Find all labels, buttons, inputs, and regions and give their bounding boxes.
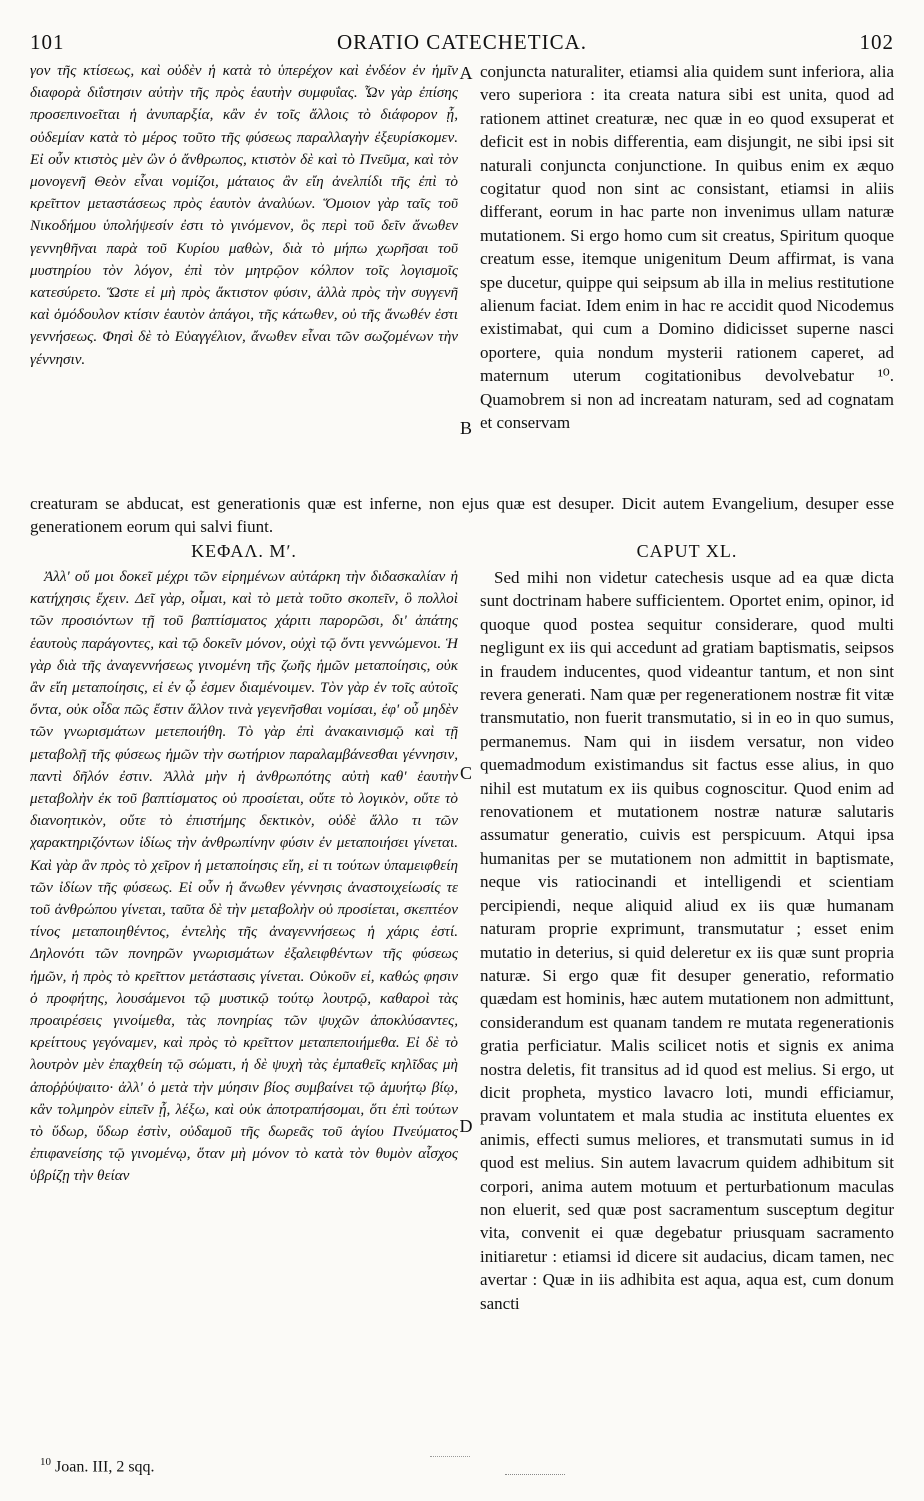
latin-paragraph-top: conjuncta naturaliter, etiamsi alia quidem sunt inferiora, alia vero superiora : ita creata natura sibi est unita, quod ad rationem attinet creaturæ, nec quæ in eo quod exsuperat et deficit est in nobis differentia, eam disjungit, ne sibi ipsi sit naturali conjuncta conjunctione. In quibus enim ex æquo cogitatur quod non sint ac consistant, etiamsi in aliis differant, eorum in hac parte non invenimus ullam naturæ mutationem. Si ergo homo cum sit creatus, Spiritum quoque creatum esse, itemque unigenitum Deum affirmat, is vana spe ducetur, quippe qui seipsum ab illa in melius restitutione alienum faciat. Idem enim in hac re accidit quod Nicodemus existimabat, qui cum a Domino didicisset superne nasci oportere, quia nondum mysterii rationem caperet, ad maternum uterum cogitationibus devolvebatur ¹⁰. Quamobrem si non ad increatam naturam, sed ad cognatam et conservam bbox=[480, 62, 894, 433]
running-title: ORATIO CATECHETICA. bbox=[337, 30, 587, 54]
latin-full-width-line: creaturam se abducat, est generationis quæ est inferne, non ejus quæ est desuper. Dicit autem Evangelium, desuper esse generationem eorum qui salvi fiunt. bbox=[30, 494, 894, 537]
greek-column-top bbox=[30, 60, 458, 490]
margin-marker-d: D bbox=[459, 1116, 473, 1136]
page-header bbox=[30, 30, 894, 58]
page-number-right: 102 bbox=[859, 30, 894, 54]
greek-chapter-heading: ΚΕΦΑΛ. Μʹ. bbox=[191, 541, 297, 561]
footnote-number: 10 bbox=[40, 1456, 51, 1468]
margin-marker-a: A bbox=[459, 63, 473, 83]
greek-paragraph-chapter: Ἀλλ' οὔ μοι δοκεῖ μέχρι τῶν εἰρημένων αὐτάρκη τὴν διδασκαλίαν ἡ κατήχησις ἔχειν. Δεῖ γὰρ, οἶμαι, καὶ τὸ μετὰ τοῦτο σκοπεῖν, ὃ πολλοὶ τῶν προσιόντων τῇ τοῦ βαπτίσματος χάριτι παρορῶσι, δι' ἀπάτης ἑαυτοὺς παράγοντες, καὶ τῷ δοκεῖν μόνον, οὐχὶ τῷ ὄντι γεννώμενοι. Ἡ γὰρ διὰ τῆς ἀναγεννήσεως γινομένη τῆς ζωῆς ἡμῶν μεταποίησις, οὐκ ἂν εἴη μεταποίησις, εἰ ἐν ᾧ ἐσμεν διαμένοιμεν. Τὸν γὰρ ἐν τοῖς αὐτοῖς ὄντα, οὐκ οἶδα πῶς ἔστιν ἄλλον τινὰ γεγενῆσθαι νομίσαι, ἐφ' οὗ μηδὲν τῶν γνωρισμάτων μετεποιήθη. Τὸ γὰρ ἐπὶ ἀνακαινισμῷ καὶ τῇ μεταβολῇ τῆς φύσεως ἡμῶν τὴν σωτήριον παραλαμβάνεσθαι γέννησιν, παντὶ δῆλόν ἐστιν. Ἀλλὰ μὴν ἡ ἀνθρωπότης αὐτὴ καθ' ἑαυτὴν μεταβολὴν ἐκ τοῦ βαπτίσματος οὐ προσίεται, οὔτε τὸ λογικὸν, οὔτε τὸ διανοητικὸν, οὔτε τὸ ἐπιστήμης δεκτικὸν, οὐδὲ ἄλλο τι τῶν χαρακτηριζόντων ἰδίως τὴν ἀνθρωπίνην φύσιν ἐν μεταποιήσει γίνεται. Καὶ γὰρ ἂν πρὸς τὸ χεῖρον ἡ μεταποίησις εἴη, εἰ τι τούτων ὑπαμειφθείη τῶν ἰδίων τῆς φύσεως. Εἰ οὖν ἡ ἄνωθεν γέννησις ἀναστοιχείωσίς τε τοῦ ἀνθρώπου γίνεται, ταῦτα δὲ τὴν μεταβολὴν οὐ προσίεται, σκεπτέον τίνος μεταποιηθέντος, ἐντελὴς τῆς ἀναγεννήσεως ἡ χάρις ἐστί. Δηλονότι τῶν πονηρῶν γνωρισμάτων ἐξαλειφθέντων τῆς φύσεως ἡμῶν, ἡ πρὸς τὸ κρεῖττον μετάστασις γίνεται. Οὐκοῦν εἰ, καθώς φησιν ὁ προφήτης, λουσάμενοι τῷ μυστικῷ τούτῳ λουτρῷ, καθαροὶ τὰς προαιρέσεις γινοίμεθα, τὰς πονηρίας τῶν ψυχῶν ἀποκλύσαντες, κρείττους γεγόναμεν, καὶ πρὸς τὸ κρεῖττον μεταπεποιήμεθα. Εἰ δὲ τὸ λουτρὸν μὲν ἐπαχθείη τῷ σώματι, ἡ δὲ ψυχὴ τὰς ἐμπαθεῖς κηλῖδας μὴ ἀποῤῥύψαιτο· ἀλλ' ὁ μετὰ τὴν μύησιν βίος συμβαίνει τῷ ἀμυήτῳ βίῳ, κἂν τολμηρὸν εἰπεῖν ᾖ, λέξω, καὶ οὐκ ἀποτραπήσομαι, ὅτι ἐπὶ τούτων τὸ ὕδωρ, ὕδωρ ἐστὶν, οὐδαμοῦ τῆς δωρεᾶς τοῦ ἁγίου Πνεύματος ἐπιφανείσης τῷ γινομένῳ, ὅταν μὴ μόνον τὸ κατὰ τὸν θυμὸν αἶσχος ὑβρίζῃ τὴν θείαν bbox=[30, 568, 458, 1185]
latin-column-chapter bbox=[480, 566, 894, 1446]
margin-marker-b: B bbox=[459, 418, 472, 438]
footnote bbox=[40, 1456, 155, 1476]
footnote-text: Joan. III, 2 sqq. bbox=[55, 1458, 155, 1476]
print-speck-lower bbox=[505, 1474, 565, 1479]
print-speck bbox=[430, 1456, 470, 1463]
latin-paragraph-chapter: Sed mihi non videtur catechesis usque ad ea quæ dicta sunt doctrinam habere sufficientem. Oportet enim, opinor, id quoque quod postea sequitur considerare, quod multi negligunt ex iis qui accedunt ad gratiam baptismatis, seipsos in fraudem inducentes, quod videantur tantum, et non sint revera generati. Nam quæ per regenerationem nostræ fit vitæ transmutatio, non fuerit transmutatio, si in eo in quo sumus, permanemus. Nam qui in iisdem versatur, non video quemadmodum existimandus sit factus esse alius, in quo nihil est mutatum ex iis quibus cognoscitur. Quod enim ad renovationem et mutationem nostræ naturæ salutaris assumatur generatio, cuivis est perspicuum. Atqui ipsa humanitas per se mutationem non admittit in baptismate, neque vis ratiocinandi et intelligendi et scientiam percipiendi, neque aliquid aliud ex iis quæ humanam naturam proprie exprimunt, transmutatur ; esset enim mutatio in deterius, si quid deleretur ex iis quæ sunt propria naturæ. Si ergo quæ fit desuper generatio, reformatio quædam est hominis, hæc autem mutationem non admittunt, considerandum est quanam tandem re mutata regenerationis gratia perficiatur. Malis scilicet notis et signis ex anima nostra deletis, fit transitus ad id quod est melius. Si ergo, ut dicit propheta, mystico lavacro loti, mundi efficiamur, pravam voluntatem et mala studia ac instituta eluentes ex animis, effecti sumus meliores, et transmutati sumus in id quod est melius. Sin autem lavacrum quidem adhibitum sit corpori, anima autem motuum et perturbationum maculas non eluerit, sed quæ post sacramentum susceptum degitur vita, convenit ei quæ degebatur priusquam sacramento initiaretur : etiamsi id dicere sit audacius, dicam tamen, nec avertar : Quæ in iis adhibita est aqua, aqua est, cum donum sancti bbox=[480, 568, 894, 1313]
greek-column-chapter bbox=[30, 566, 458, 1446]
greek-paragraph-top: γον τῆς κτίσεως, καὶ οὐδὲν ἡ κατὰ τὸ ὑπερέχον καὶ ἐνδέον ἐν ἡμῖν διαφορὰ διΐστησιν αὐτὴν τῆς πρὸς ἑαυτὴν συμφυΐας. Ὧν γὰρ ἐπίσης προσεπινοεῖται ἡ ἀνυπαρξία, κἂν ἐν τοῖς ἄλλοις τὸ διάφορον ᾖ, οὐδεμίαν κατὰ τὸ μέρος τοῦτο τῆς φύσεως παραλλαγὴν ἐξευρίσκομεν. Εἰ οὖν κτιστὸς μὲν ὢν ὁ ἄνθρωπος, κτιστὸν δὲ καὶ τὸ Πνεῦμα, καὶ τὸν μονογενῆ Θεὸν εἶναι νομίζοι, μάταιος ἂν εἴη ἀνελπίδι τῆς ἐπὶ τὸ κρεῖττον μεταστάσεως πρὸς ἑαυτὸν ἀναλύων. Ὅμοιον γὰρ ταῖς τοῦ Νικοδήμου ὑπολήψεσίν ἐστι τὸ γινόμενον, ὃς περὶ τοῦ δεῖν ἄνωθεν γεννηθῆναι παρὰ τοῦ Κυρίου μαθὼν, διὰ τὸ μήπω χωρῆσαι τοῦ μυστηρίου τὸν λόγον, ἐπὶ τὸν μητρῷον κόλπον τοῖς λογισμοῖς κατεσύρετο. Ὥστε εἰ μὴ πρὸς ἄκτιστον φύσιν, ἀλλὰ πρὸς τὴν συγγενῆ καὶ ὁμόδουλον κτίσιν ἑαυτὸν ἀπάγοι, τῆς κάτωθεν, οὐ τῆς ἄνωθέν ἐστι γεννήσεως. Φησὶ δὲ τὸ Εὐαγγέλιον, ἄνωθεν εἶναι τῶν σωζομένων τὴν γέννησιν. bbox=[30, 62, 458, 368]
latin-chapter-heading: CAPUT XL. bbox=[636, 541, 738, 561]
page-number-left: 101 bbox=[30, 30, 65, 54]
latin-column-top bbox=[480, 60, 894, 490]
margin-marker-c: C bbox=[459, 763, 472, 783]
